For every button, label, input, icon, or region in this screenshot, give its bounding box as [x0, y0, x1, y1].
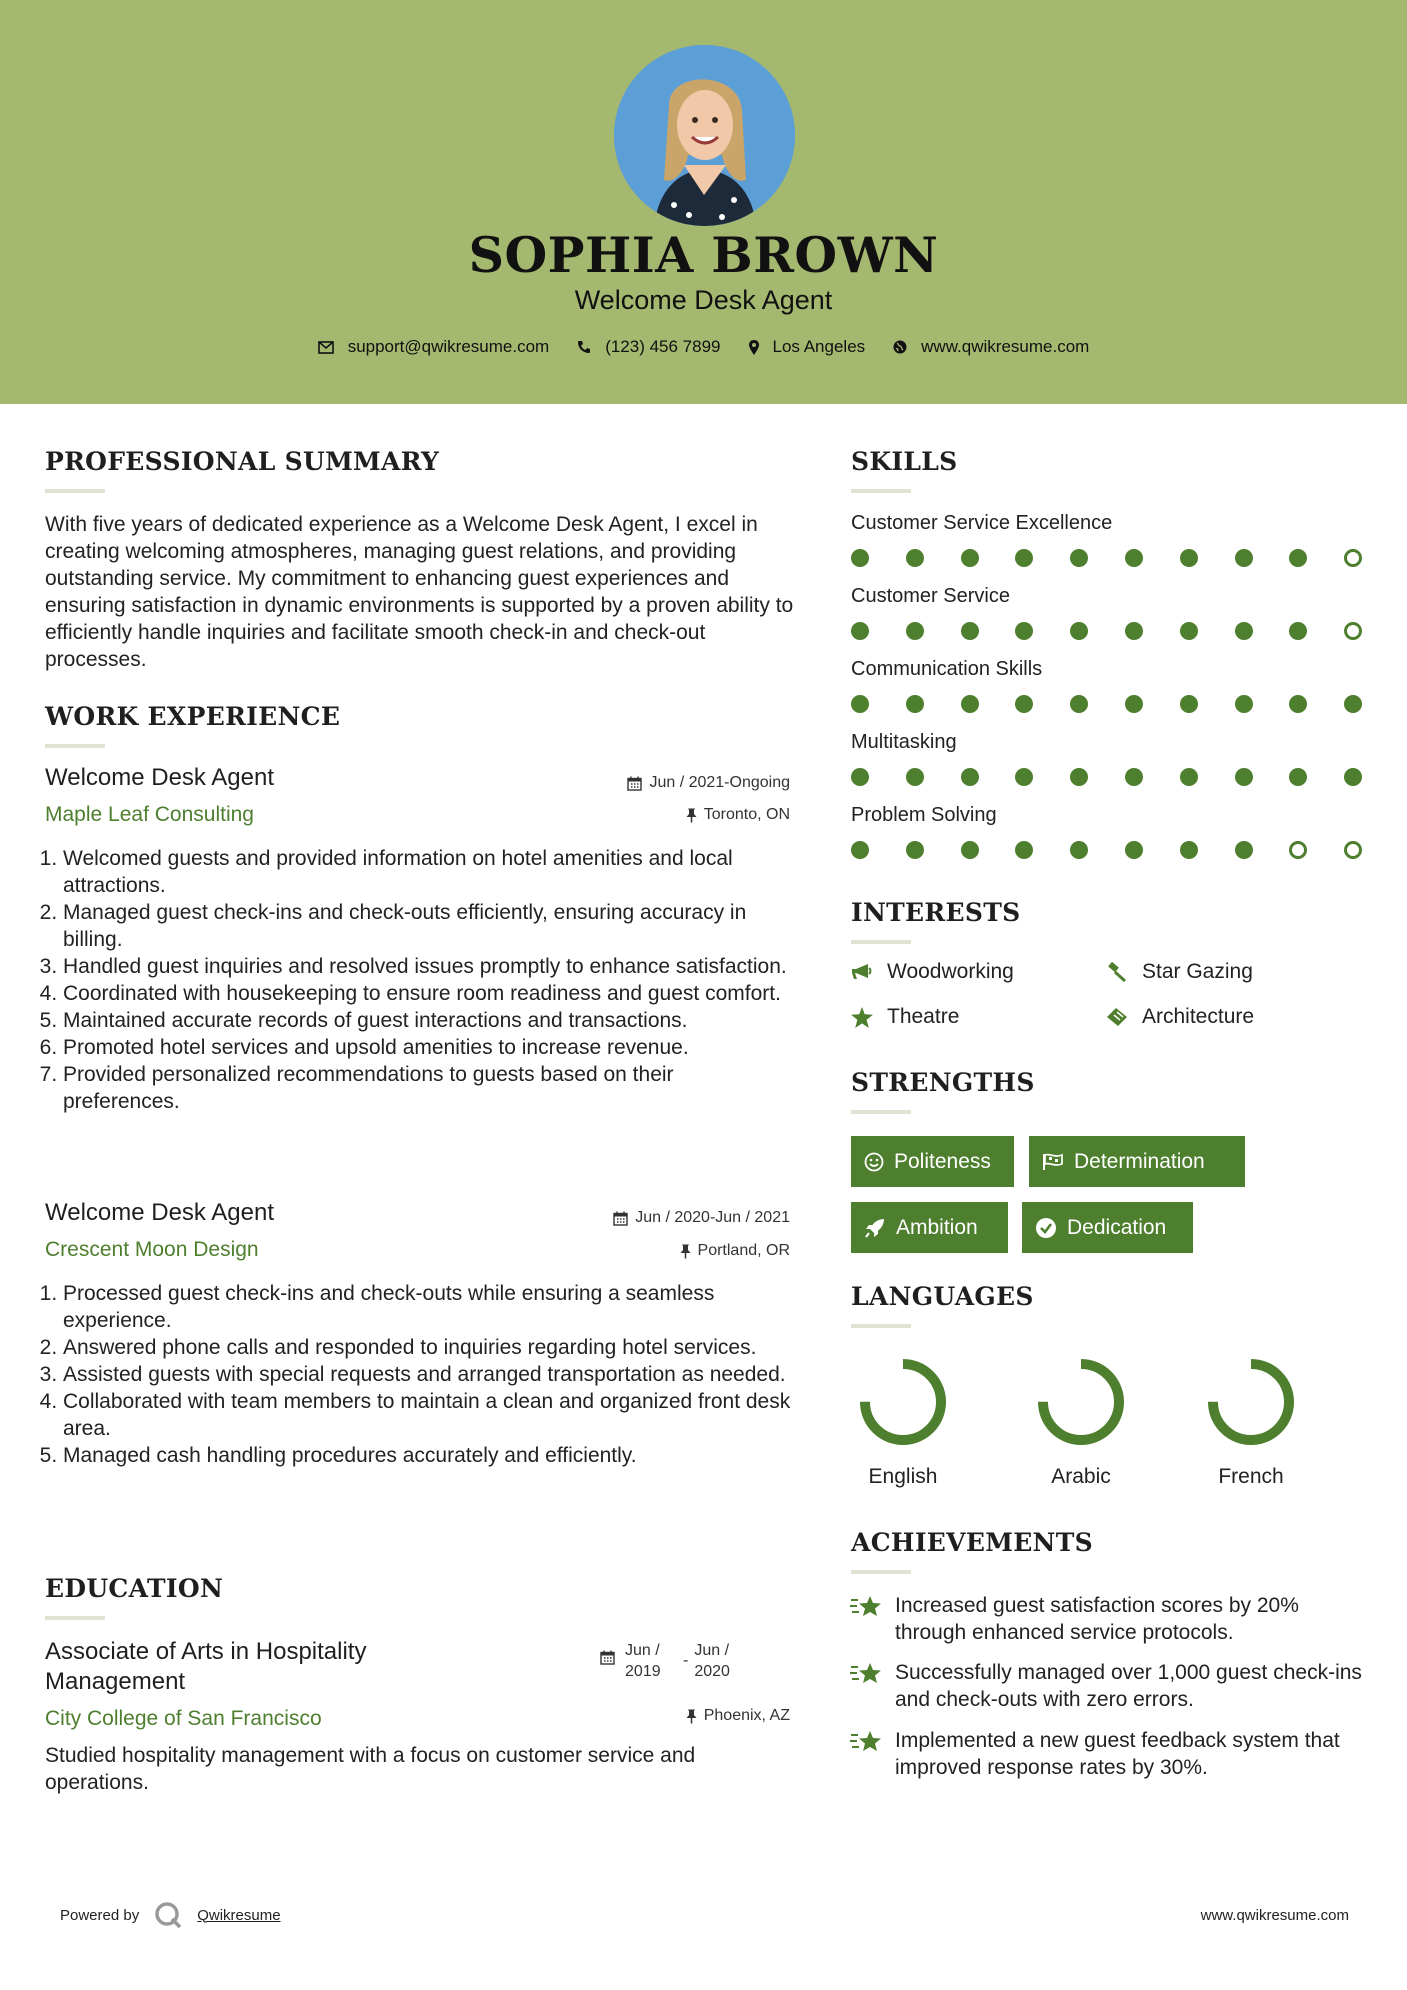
job-2-title: Welcome Desk Agent	[45, 1199, 274, 1226]
language-ring	[1201, 1352, 1301, 1452]
job-1-title: Welcome Desk Agent	[45, 764, 274, 791]
job-2-dates-text: Jun / 2020-Jun / 2021	[635, 1209, 790, 1226]
experience-heading: WORK EXPERIENCE	[45, 702, 341, 731]
rating-dot-filled	[1070, 549, 1088, 567]
interest-label: Star Gazing	[1142, 960, 1253, 983]
contact-website[interactable]	[893, 337, 1089, 357]
header-banner	[0, 0, 1407, 404]
qwikresume-link[interactable]: Qwikresume	[197, 1906, 281, 1924]
language-ring	[853, 1352, 953, 1452]
rating-dot-filled	[1344, 695, 1362, 713]
profile-photo	[614, 45, 795, 226]
rating-dot-filled	[1070, 768, 1088, 786]
strength-determination	[1029, 1136, 1245, 1187]
skill-name: Customer Service	[851, 585, 1010, 607]
strength-politeness	[851, 1136, 1014, 1187]
education-description: Studied hospitality management with a focus on customer service and operations.	[45, 1744, 696, 1794]
candidate-title: Welcome Desk Agent	[574, 285, 833, 315]
strength-label: Determination	[1074, 1149, 1205, 1173]
rating-dot-filled	[1070, 622, 1088, 640]
rating-dot-filled	[961, 549, 979, 567]
rating-dot-filled	[1015, 549, 1033, 567]
achievements-divider	[851, 1570, 911, 1574]
rating-dot-filled	[1289, 622, 1307, 640]
job-1-dates	[560, 774, 790, 792]
contact-phone[interactable]	[577, 337, 720, 357]
language-level-arc	[865, 1364, 941, 1440]
calendar-icon	[600, 1650, 615, 1665]
strength-dedication	[1022, 1202, 1193, 1253]
rating-dot-filled	[1125, 841, 1143, 859]
rating-dot-filled	[851, 841, 869, 859]
list-item: 1. Processed guest check-ins and check-outs while ensuring a seamless experience.	[63, 1280, 795, 1334]
award-star-icon	[849, 1592, 885, 1622]
check-circle-icon	[1035, 1217, 1057, 1239]
rating-dot-filled	[1180, 622, 1198, 640]
rating-dot-empty	[1344, 841, 1362, 859]
interest-label: Woodworking	[887, 960, 1014, 983]
skill-rating	[851, 841, 1371, 861]
rocket-icon	[864, 1217, 886, 1239]
interests-heading: INTERESTS	[851, 898, 1021, 927]
language-level-arc	[1213, 1364, 1289, 1440]
smile-icon	[864, 1152, 884, 1172]
languages-divider	[851, 1324, 911, 1328]
footer-website[interactable]: www.qwikresume.com	[1200, 1907, 1349, 1924]
rating-dot-filled	[906, 695, 924, 713]
list-item: 4. Coordinated with housekeeping to ensure room readiness and guest comfort.	[63, 980, 795, 1007]
language-label: French	[1218, 1465, 1284, 1488]
skill-rating	[851, 549, 1371, 569]
rating-dot-filled	[1235, 549, 1253, 567]
date-separator: -	[683, 1652, 689, 1669]
strength-ambition	[851, 1202, 1008, 1253]
phone-icon	[577, 340, 591, 354]
pushpin-icon	[686, 808, 697, 823]
rating-dot-filled	[1015, 841, 1033, 859]
skill-name: Customer Service Excellence	[851, 512, 1113, 534]
achievement-text: Implemented a new guest feedback system that improved response rates by 30%.	[895, 1729, 1340, 1779]
list-item: 2. Answered phone calls and responded to inquiries regarding hotel services.	[63, 1334, 795, 1361]
avatar	[614, 45, 795, 226]
interest-theatre	[851, 1005, 959, 1029]
education-location-text: Phoenix, AZ	[703, 1707, 790, 1724]
language-label: Arabic	[1051, 1465, 1111, 1488]
rating-dot-filled	[1070, 695, 1088, 713]
footer-powered-by	[60, 1900, 281, 1930]
language-label: English	[868, 1465, 938, 1488]
language-progress-ring	[853, 1352, 953, 1452]
skill-rating	[851, 622, 1371, 642]
rating-dot-filled	[1015, 768, 1033, 786]
interest-label: Architecture	[1142, 1005, 1255, 1028]
calendar-icon	[627, 776, 642, 791]
job-2-dates	[540, 1209, 790, 1227]
summary-heading: PROFESSIONAL SUMMARY	[45, 447, 440, 476]
contact-website-text: www.qwikresume.com	[921, 337, 1090, 356]
rating-dot-filled	[1125, 768, 1143, 786]
education-degree: Associate of Arts in Hospitality Management	[45, 1638, 367, 1695]
calendar-icon	[613, 1211, 628, 1226]
contact-location-text: Los Angeles	[772, 337, 866, 356]
job-2-company: Crescent Moon Design	[45, 1238, 259, 1261]
rating-dot-filled	[906, 549, 924, 567]
list-item: 4. Collaborated with team members to maintain a clean and organized front desk area.	[63, 1388, 795, 1442]
rating-dot-filled	[1235, 841, 1253, 859]
rating-dot-filled	[961, 841, 979, 859]
contact-email[interactable]	[318, 337, 550, 357]
job-1-company: Maple Leaf Consulting	[45, 803, 254, 826]
rating-dot-filled	[906, 768, 924, 786]
rating-dot-filled	[1180, 695, 1198, 713]
skills-heading: SKILLS	[851, 447, 958, 476]
list-item: 1. Welcomed guests and provided information on hotel amenities and local attractions.	[63, 845, 795, 899]
star-icon	[851, 1007, 873, 1028]
rating-dot-filled	[851, 549, 869, 567]
job-1-dates-text: Jun / 2021-Ongoing	[649, 774, 790, 791]
list-item: 5. Managed cash handling procedures accurately and efficiently.	[63, 1442, 795, 1469]
rating-dot-filled	[1180, 768, 1198, 786]
rating-dot-filled	[961, 768, 979, 786]
achievement-item	[849, 1727, 1365, 1781]
rating-dot-filled	[1125, 695, 1143, 713]
language-level-arc	[1043, 1364, 1119, 1440]
rating-dot-empty	[1289, 841, 1307, 859]
education-divider	[45, 1616, 105, 1620]
rating-dot-filled	[1289, 768, 1307, 786]
job-1-location-text: Toronto, ON	[703, 806, 790, 823]
skill-rating	[851, 768, 1371, 788]
skill-name: Problem Solving	[851, 804, 997, 826]
achievement-text: Increased guest satisfaction scores by 20% through enhanced service protocols.	[895, 1594, 1299, 1644]
job-2-location-text: Portland, OR	[697, 1242, 790, 1259]
experience-divider	[45, 744, 105, 748]
rating-dot-filled	[1015, 695, 1033, 713]
contact-bar	[0, 337, 1407, 357]
award-star-icon	[849, 1727, 885, 1757]
education-dates	[600, 1640, 746, 1682]
language-progress-ring	[1201, 1352, 1301, 1452]
flag-icon	[1042, 1153, 1064, 1171]
rating-dot-filled	[1180, 841, 1198, 859]
pushpin-icon	[686, 1709, 697, 1724]
interest-label: Theatre	[887, 1005, 960, 1028]
map-marker-icon	[749, 340, 759, 355]
job-2-location	[560, 1242, 790, 1260]
interest-woodworking	[851, 960, 1014, 984]
powered-by-text: Powered by	[60, 1906, 140, 1924]
achievement-item	[849, 1592, 1365, 1646]
list-item: 7. Provided personalized recommendations to guests based on their preferences.	[63, 1061, 795, 1115]
rating-dot-empty	[1344, 622, 1362, 640]
education-heading: EDUCATION	[45, 1574, 224, 1603]
rating-dot-filled	[1289, 695, 1307, 713]
rating-dot-empty	[1344, 549, 1362, 567]
rating-dot-filled	[961, 695, 979, 713]
list-item: 3. Assisted guests with special requests and arranged transportation as needed.	[63, 1361, 795, 1388]
skill-name: Communication Skills	[851, 658, 1043, 680]
skill-name: Multitasking	[851, 731, 957, 753]
list-item: 6. Promoted hotel services and upsold amenities to increase revenue.	[63, 1034, 795, 1061]
achievement-text: Successfully managed over 1,000 guest check-ins and check-outs with zero errors.	[895, 1661, 1362, 1711]
gavel-icon	[1106, 962, 1128, 982]
achievement-item	[849, 1659, 1365, 1713]
education-school: City College of San Francisco	[45, 1707, 322, 1730]
interests-divider	[851, 940, 911, 944]
rating-dot-filled	[1125, 622, 1143, 640]
list-item: 5. Maintained accurate records of guest interactions and transactions.	[63, 1007, 795, 1034]
language-progress-ring	[1031, 1352, 1131, 1452]
education-start: Jun / 2019	[625, 1642, 661, 1680]
strength-label: Politeness	[894, 1149, 991, 1173]
globe-icon	[893, 340, 907, 354]
strengths-heading: STRENGTHS	[851, 1068, 1035, 1097]
rating-dot-filled	[851, 622, 869, 640]
contact-email-text: support@qwikresume.com	[347, 337, 550, 356]
pushpin-icon	[680, 1244, 691, 1259]
education-location	[560, 1707, 790, 1725]
list-item: 3. Handled guest inquiries and resolved issues promptly to enhance satisfaction.	[63, 953, 795, 980]
strength-label: Ambition	[896, 1215, 978, 1239]
contact-phone-text: (123) 456 7899	[605, 337, 721, 356]
rating-dot-filled	[906, 622, 924, 640]
list-item: 2. Managed guest check-ins and check-outs efficiently, ensuring accuracy in billing.	[63, 899, 795, 953]
interest-architecture	[1106, 1005, 1254, 1029]
award-star-icon	[849, 1659, 885, 1689]
rating-dot-filled	[1289, 549, 1307, 567]
strength-label: Dedication	[1067, 1215, 1167, 1239]
rating-dot-filled	[1235, 622, 1253, 640]
qwikresume-logo-icon	[153, 1900, 183, 1930]
skills-divider	[851, 489, 911, 493]
rating-dot-filled	[851, 695, 869, 713]
rating-dot-filled	[1015, 622, 1033, 640]
rating-dot-filled	[1235, 768, 1253, 786]
language-ring	[1031, 1352, 1131, 1452]
rating-dot-filled	[851, 768, 869, 786]
strengths-divider	[851, 1110, 911, 1114]
job-1-bullets	[45, 845, 795, 1115]
candidate-name: SOPHIA BROWN	[468, 226, 939, 284]
rating-dot-filled	[961, 622, 979, 640]
achievements-heading: ACHIEVEMENTS	[851, 1528, 1093, 1557]
contact-location	[749, 337, 866, 357]
envelope-icon	[318, 341, 334, 354]
interest-star-gazing	[1106, 960, 1253, 984]
education-end: Jun / 2020	[694, 1642, 730, 1680]
rating-dot-filled	[1070, 841, 1088, 859]
skill-rating	[851, 695, 1371, 715]
rating-dot-filled	[1344, 768, 1362, 786]
rating-dot-filled	[1125, 549, 1143, 567]
summary-text: With five years of dedicated experience as a Welcome Desk Agent, I excel in creating welcoming atmospheres, managing guest relations, and providing outstanding service. My commitment to enhancing guest experiences and ensuring satisfaction in dynamic environments is supported by a proven ability to efficiently handle inquiries and facilitate smooth check-in and check-out processes.	[45, 513, 794, 671]
bullhorn-icon	[851, 963, 873, 981]
summary-divider	[45, 489, 105, 493]
languages-heading: LANGUAGES	[851, 1282, 1034, 1311]
rating-dot-filled	[1235, 695, 1253, 713]
rating-dot-filled	[1180, 549, 1198, 567]
ticket-icon	[1106, 1007, 1128, 1027]
job-2-bullets	[45, 1280, 795, 1469]
job-1-location	[560, 806, 790, 824]
rating-dot-filled	[906, 841, 924, 859]
